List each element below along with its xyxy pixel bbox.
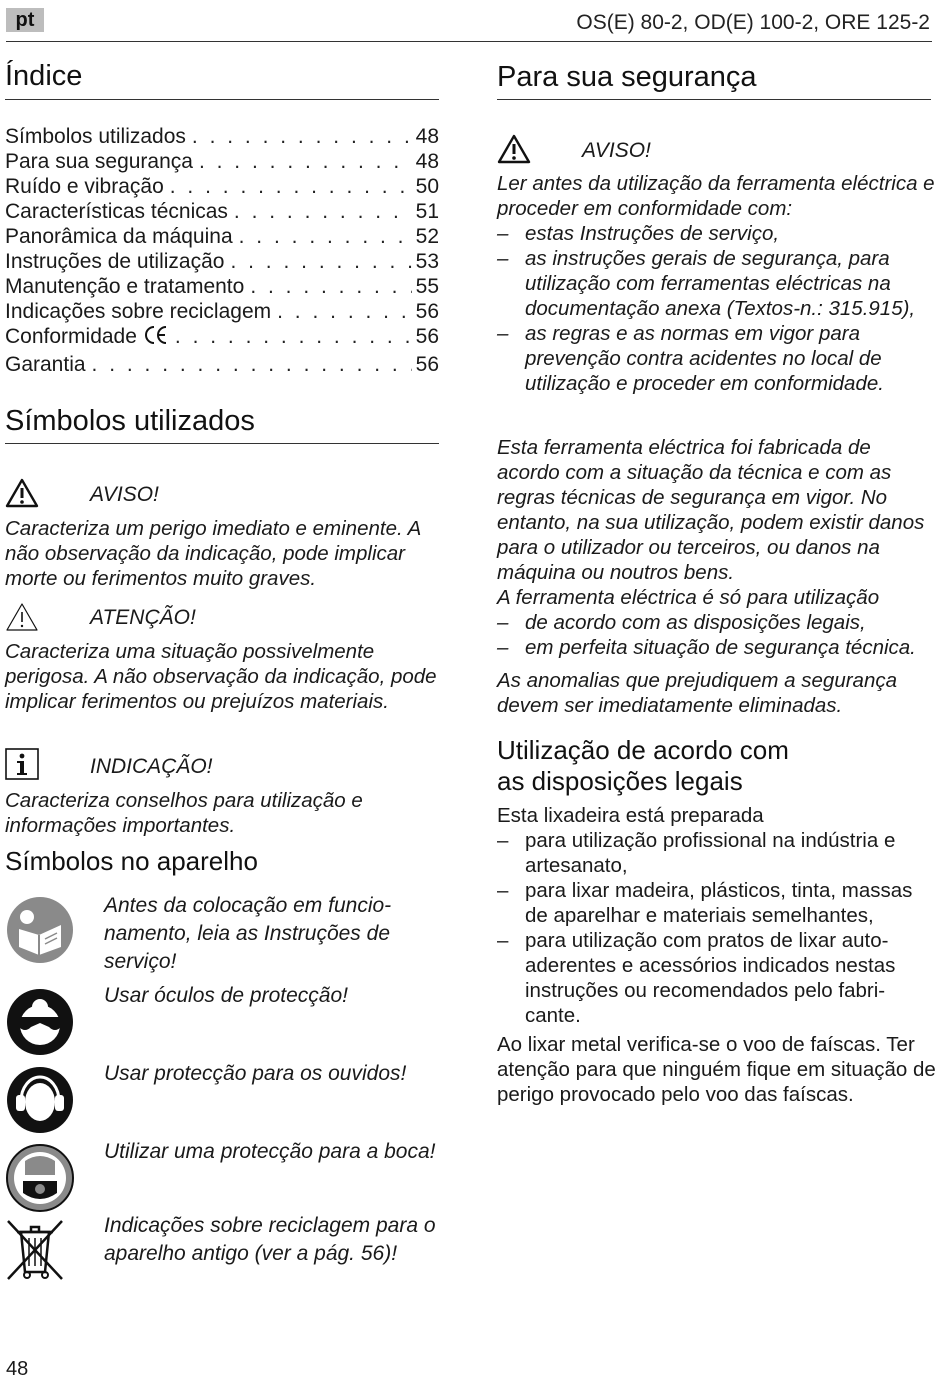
info-icon	[5, 748, 39, 785]
list-item: – em perfeita situação de segurança técnica.	[497, 635, 937, 660]
list-item: – as instruções gerais de segurança, para utilização com ferramentas eléctricas na documentação anexa (Textos-n.: 315.915),	[497, 246, 937, 321]
symbols-title-rule	[5, 443, 439, 444]
note-label: INDICAÇÃO!	[90, 755, 213, 778]
crossed-bin-icon	[5, 1218, 65, 1287]
ear-protection-text: Usar protecção para os ouvidos!	[104, 1062, 407, 1085]
warning-triangle-icon	[497, 134, 531, 169]
toc-item[interactable]: Indicações sobre reciclagem . . . 56	[5, 299, 439, 324]
toc-item[interactable]: Conformidade . . . 56	[5, 324, 439, 352]
usage-block	[497, 803, 937, 1107]
usage-paragraph: Ao lixar metal verifica-se o voo de faíscas. Ter atenção para que ninguém fique em situação de perigo provocado pelo voo das faíscas.	[497, 1033, 936, 1106]
read-manual-text: Antes da colocação em funcio-namento, leia as Instruções de serviço!	[104, 894, 392, 973]
device-symbols-title: Símbolos no aparelho	[5, 846, 258, 876]
usage-intro: Esta lixadeira está preparada	[497, 804, 764, 827]
ce-mark-icon	[137, 324, 169, 352]
recycling-text: Indicações sobre reciclagem para o aparelho antigo (ver a pág. 56)!	[104, 1214, 436, 1265]
toc-item[interactable]: Ruído e vibração . . . 50	[5, 174, 439, 199]
list-item: – para utilização com pratos de lixar auto-aderentes e acessórios indicados nestas instruções ou recomendados pelo fabri-cante.	[497, 928, 937, 1028]
header-rule	[6, 41, 932, 42]
usage-title: Utilização de acordo com as disposições legais	[497, 735, 789, 796]
toc-item[interactable]: Panorâmica da máquina . . . 52	[5, 224, 439, 249]
caution-description: Caracteriza uma situação possivelmente perigosa. A não observação da indicação, pode implicar ferimentos ou prejuízos materiais.	[5, 640, 437, 713]
list-item: – as regras e as normas em vigor para prevenção contra acidentes no local de utilização e proceder em conformidade.	[497, 321, 937, 396]
dust-mask-text: Utilizar uma protecção para a boca!	[104, 1140, 436, 1163]
toc-item[interactable]: Símbolos utilizados . . . 48	[5, 124, 439, 149]
page-number: 48	[6, 1358, 29, 1380]
warning-description: Caracteriza um perigo imediato e eminente. A não observação da indicação, pode implicar morte ou ferimentos muito graves.	[5, 517, 421, 590]
language-badge: pt	[6, 8, 44, 32]
safety-paragraph: Esta ferramenta eléctrica foi fabricada de acordo com a situação da técnica e com as regras técnicas de segurança em vigor. No entanto, na sua utilização, podem existir danos para o utilizador ou terceiros, ou danos na máquina ou noutros bens.	[497, 436, 925, 584]
safety-paragraph: As anomalias que prejudiquem a segurança devem ser imediatamente eliminadas.	[497, 669, 898, 717]
caution-label: ATENÇÃO!	[90, 606, 196, 629]
read-manual-icon	[5, 895, 75, 970]
safety-paragraph: A ferramenta eléctrica é só para utilização	[497, 586, 880, 609]
note-description: Caracteriza conselhos para utilização e informações importantes.	[5, 789, 363, 837]
toc-item[interactable]: Características técnicas . . . 51	[5, 199, 439, 224]
safety-warning-block	[497, 171, 937, 396]
safety-goggles-text: Usar óculos de protecção!	[104, 984, 348, 1007]
dust-mask-icon	[5, 1143, 75, 1218]
toc-item[interactable]: Instruções de utilização . . . 53	[5, 249, 439, 274]
list-item: – para lixar madeira, plásticos, tinta, massas de aparelhar e materiais semelhantes,	[497, 878, 937, 928]
toc-title: Índice	[5, 60, 83, 92]
model-header: OS(E) 80-2, OD(E) 100-2, ORE 125-2	[576, 11, 930, 34]
safety-info-block	[497, 435, 937, 718]
safety-warning-label: AVISO!	[582, 139, 651, 162]
warning-triangle-icon	[5, 478, 39, 513]
list-item: – de acordo com as disposições legais,	[497, 610, 937, 635]
caution-triangle-icon	[5, 602, 39, 637]
symbols-title: Símbolos utilizados	[5, 405, 255, 437]
safety-title: Para sua segurança	[497, 61, 757, 93]
list-item: – estas Instruções de serviço,	[497, 221, 937, 246]
ear-protection-icon	[5, 1065, 75, 1140]
safety-intro: Ler antes da utilização da ferramenta eléctrica e proceder em conformidade com:	[497, 172, 935, 220]
warning-label: AVISO!	[90, 483, 159, 506]
table-of-contents	[5, 124, 439, 377]
safety-goggles-icon	[5, 987, 75, 1062]
list-item: – para utilização profissional na indústria e artesanato,	[497, 828, 937, 878]
toc-item[interactable]: Garantia . . . 56	[5, 352, 439, 377]
toc-item[interactable]: Para sua segurança . . . 48	[5, 149, 439, 174]
toc-item[interactable]: Manutenção e tratamento . . . 55	[5, 274, 439, 299]
toc-title-rule	[5, 99, 439, 100]
safety-title-rule	[497, 99, 931, 100]
